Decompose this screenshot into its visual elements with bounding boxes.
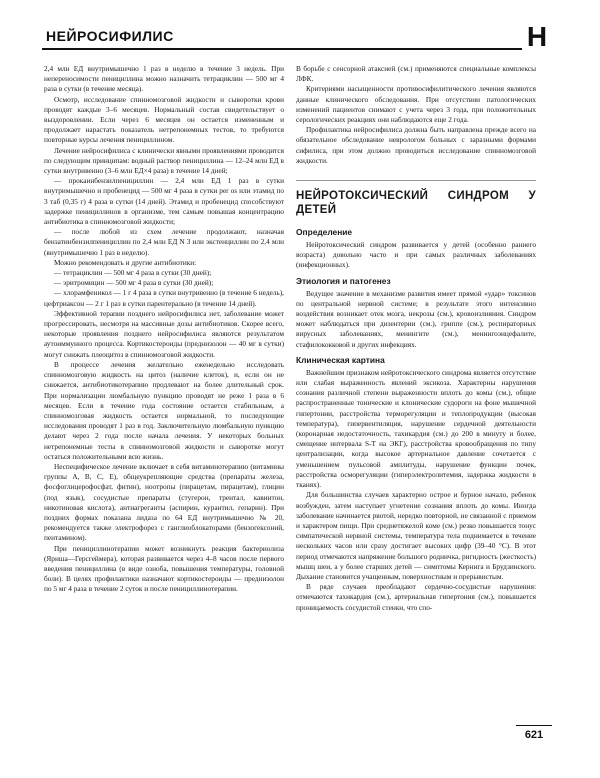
list-item: — тетрациклин — 500 мг 4 раза в сутки (30 дней); xyxy=(54,268,212,278)
paragraph: Критериями насыщенности противосифилитического лечения являются данные клинического обследования. При отсутствии патологических изменений пациентов снимают с учета через 3 года, при положительных серологических реакциях они наблюдаются еще 2 года. xyxy=(296,84,536,125)
list-item: — эритромицин — 500 мг 4 раза в сутки (30 дней); xyxy=(54,278,214,288)
running-header xyxy=(42,22,522,50)
running-header-title: НЕЙРОСИФИЛИС xyxy=(46,28,174,44)
paragraph: При пенициллинотерапии может возникнуть реакция бактериолиза (Яриша—Герсгеймера), которая развивается через 4–8 часов после первого введения пенициллина (в виде озноба, повышения температуры, головной боли). В целях профилактики назначают кортикостероиды — преднизолон по 5 мг 4 раза в течение 2 суток и после пенициллинотерапии. xyxy=(44,543,284,594)
list-item: — прокаинбензилпенициллин — 2,4 млн ЕД 1 раз в сутки внутримышечно и пробенецид — 500 мг 4 раза в сутки per os или этамид по 3 таб (0,35 г) 4 раза в сутки (14 дней). Этамид и пробенецид способствуют задержке пенициллинов в организме, тем самым повышая концентрацию антибиотика в спинномозговой жидкости; xyxy=(44,176,284,227)
paragraph: Осмотр, исследование спинномозговой жидкости и сыворотки крови проводят каждые 3–6 месяцев. Нормальный состав свидетельствует о выздоровлении. Если через 6 месяцев он остается измененным и продолжает нарастать показатель нетрепонемных тестов, то требуются повторные курсы лечения пенициллином. xyxy=(44,94,284,145)
paragraph: Нейротоксический синдром развивается у детей (особенно раннего возраста) довольно часто и при самых различных заболеваниях (инфекционных). xyxy=(296,240,536,270)
article-title: НЕЙРОТОКСИЧЕСКИЙ СИНДРОМ У ДЕТЕЙ xyxy=(296,180,536,217)
paragraph: 2,4 млн ЕД внутримышечно 1 раз в неделю в течение 3 недель. При непереносимости пенициллина можно назначить тетрациклин — 500 мг 4 раза в сутки (в течение месяца). xyxy=(44,64,284,94)
paragraph: Можно рекомендовать и другие антибиотики: xyxy=(54,257,197,267)
header-rule xyxy=(42,48,522,50)
paragraph: Неспецифическое лечение включает в себя витаминотерапию (витамины группы А, В, С, Е), общеукрепляющие средства (препараты железа, фосфоглицерофосфат, фитин), ноотропы (пирацетам, пирацетам), глицин (под язык), сосудистые препараты (стугерон, трентал, кавинтон, никотиновая кислота), антиагреганты (аспирин, курантил, гепарин). При поздних формах показана лидаза по 64 ЕД внутримышечно № 20, рекомендуется также электрофорез с ганглиоблокаторами (бензогексоний, пентамином). xyxy=(44,461,284,543)
list-item: — после любой из схем лечение продолжают, назначая бензатинбензилпенициллин по 2,4 млн ЕД N 3 или экстенциллин по 2,4 млн (внутримышечно 1 раз в неделю). xyxy=(44,227,284,257)
etiology-heading: Этиология и патогенез xyxy=(296,275,391,286)
paragraph: Лечение нейросифилиса с клинически явными проявлениями проводится по следующим принципам: водный раствор пенициллина — 12–24 млн ЕД в сутки внутривенно (3–6 млн ЕД×4 раза) в течение 14 дней; xyxy=(44,145,284,176)
right-column xyxy=(296,64,536,613)
paragraph: В борьбе с сенсорной атаксией (см.) применяются специальные комплексы ЛФК. xyxy=(296,64,536,84)
left-column xyxy=(44,64,284,595)
definition-heading: Определение xyxy=(296,227,353,238)
paragraph: Важнейшим признаком нейротоксического синдрома является отсутствие или слабая выраженность явлений эксикоза. Характерны нарушения сознания различной степени выраженности вплоть до комы (см.), общие распространенные тонические и клонические судороги на фоне мышечной гипертонии, расстройства терморегуляции и теплопродукции (высокая температура), гипервентиляция, нарушение сердечной деятельности (коронарная недостаточность, тахикардия (см.) до 200 в минуту и более, смещение интервала S-T на ЭКГ), расстройства кровообращения по типу централизации, когда высокое артериальное давление сочетается с уменьшением пульсовой амплитуды, нарушение функции почек, расстройства осморегуляции (гиперэлектролитемия, задержка жидкости в тканях). xyxy=(296,367,536,490)
paragraph: Профилактика нейросифилиса должна быть направлена прежде всего на обязательное обследование неврологом больных с заразными формами сифилиса, при этом должно проводиться исследование спинномозговой жидкости. xyxy=(296,125,536,165)
paragraph: Эффективной терапии позднего нейросифилиса нет, заболевание может прогрессировать, несмотря на массивные дозы антибиотиков. Скорее всего, некоторые проявления позднего нейросифилиса являются результатом аутоиммунного процесса. Кортикостероиды (преднизолон — 40 мг в сутки) могут снижать плеоцитоз в спинномозговой жидкости. xyxy=(44,308,284,359)
page-number: 621 xyxy=(516,725,552,744)
clinical-heading: Клиническая картина xyxy=(296,354,385,365)
paragraph: В процессе лечения желательно еженедельно исследовать спинномозговую жидкость на цитоз (наличие клеток), и, если он не снижается, антибиотикотерапию продлевают на более длительный срок. При нормализации люмбальную пункцию проводят не реже 1 раза в 6 месяцев. Если в течение года состояние остается стабильным, а спинномозговая жидкость остается нормальной, то последующие исследования проводят 1 раз в год. Заключительную люмбальную пункцию делают через 2 года после начала лечения. У некоторых больных нетрепонемные тесты в спинномозговой жидкости и сыворотке могут остаться положительными всю жизнь. xyxy=(44,359,284,461)
paragraph: В ряде случаев преобладают сердечно-сосудистые нарушения: отмечаются тахикардия (см.), артериальная гипертония (см.), повышается проницаемость сосудистой стенки, что спо- xyxy=(296,582,536,612)
alphabet-letter-tab: Н xyxy=(526,21,548,52)
paragraph: Для большинства случаев характерно острое и бурное начало, ребенок возбужден, затем наступает угнетение сознания вплоть до комы. Иногда заболевание начинается рвотой, нередко повторной, не связанной с приемом и характером пищи. При среднетяжелой коме (см.) резко повышается тонус симпатической нервной системы, температура тела поднимается в течение нескольких часов или сразу достигает высоких цифр (39–40 °С). В этот период отмечаются напряжение большого родничка, ригидность (жесткость) мышц шеи, а у более старших детей — симптомы Кернига и Брудзинского. Дыхание становится учащенным, поверхностным и прерывистым. xyxy=(296,490,536,581)
list-item: — хлорамфеникол — 1 г 4 раза в сутки внутривенно (в течение 6 недель), цефтриаксон — 2 г 1 раз в сутки парентерально (в течение 14 дней). xyxy=(44,288,284,308)
paragraph: Ведущее значение в механизме развития имеет прямой «удар» токсинов по центральной нервной системе; в результате этого интенсивно воздействия возникает отек мозга, некрозы (см.), кровоизлияния. Синдром может наблюдаться при дизентерии (см.), гриппе (см.), респираторных вирусных заболеваниях, менингите (см.), менингоэнцефалите, стафилококковой и других инфекциях. xyxy=(296,288,536,349)
